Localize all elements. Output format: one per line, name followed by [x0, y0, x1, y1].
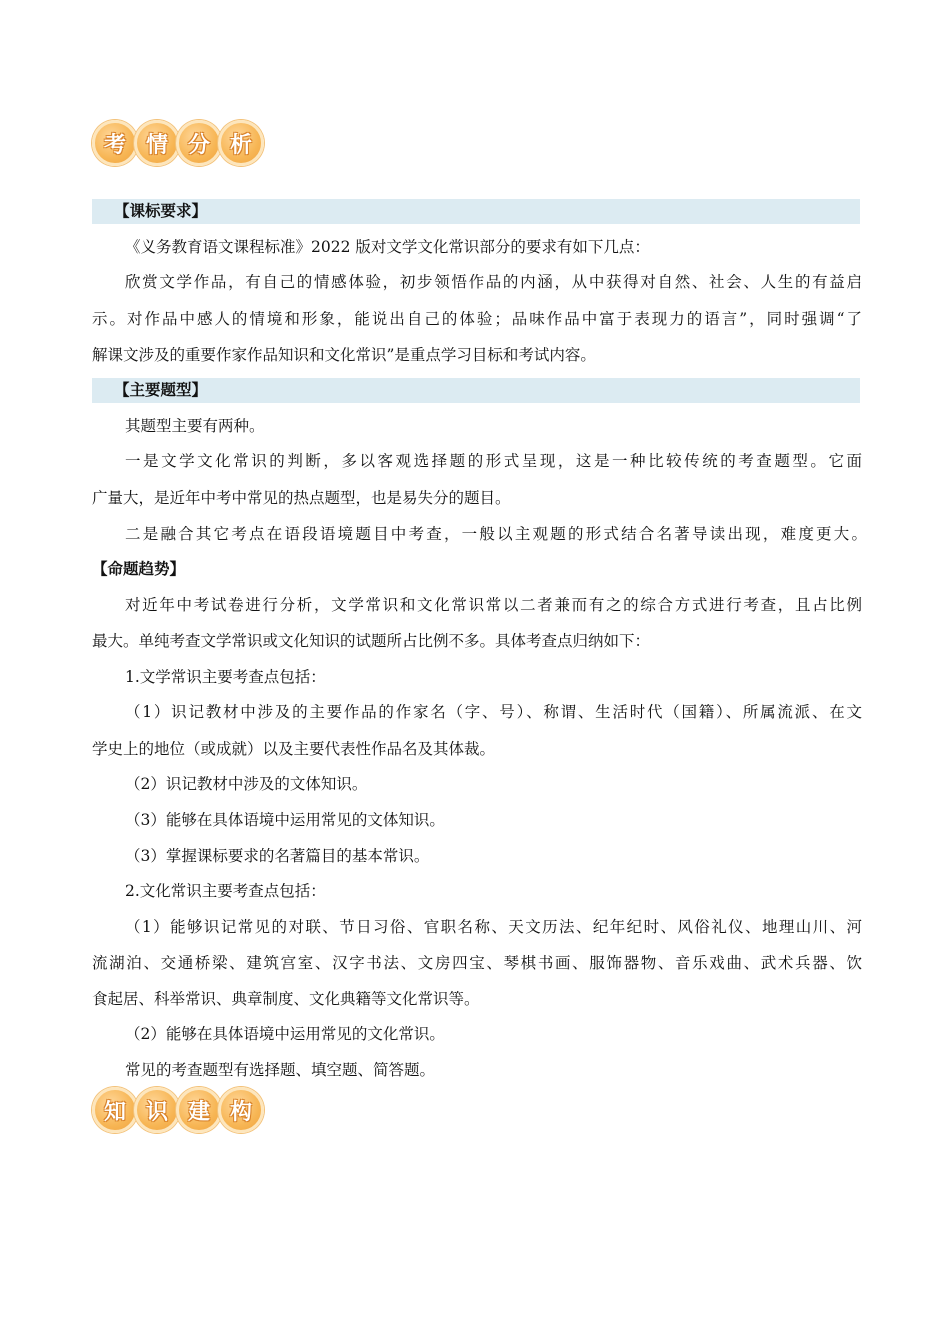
- list-item: （1）能够识记常见的对联、节日习俗、官职名称、天文历法、纪年纪时、风俗礼仪、地理山川、河: [125, 918, 862, 936]
- trend-heading: 【命题趋势】: [92, 560, 186, 578]
- paragraph-line: 常见的考查题型有选择题、填空题、简答题。: [125, 1061, 436, 1079]
- list-item: （2）能够在具体语境中运用常见的文化常识。: [125, 1025, 445, 1043]
- section-badge-exam-analysis: [92, 120, 260, 170]
- badge-char: 识: [134, 1087, 180, 1133]
- badge-char: 情: [134, 120, 180, 166]
- paragraph-line: 二是融合其它考点在语段语境题目中考查，一般以主观题的形式结合名著导读出现，难度更大。: [125, 525, 867, 543]
- paragraph-line: 对近年中考试卷进行分析，文学常识和文化常识常以二者兼而有之的综合方式进行考查，且占比例: [125, 596, 862, 614]
- paragraph-line: 一是文学文化常识的判断，多以客观选择题的形式呈现，这是一种比较传统的考查题型。它面: [125, 452, 862, 470]
- paragraph-line: 解课文涉及的重要作家作品知识和文化常识”是重点学习目标和考试内容。: [92, 346, 596, 364]
- paragraph-line: 广量大，是近年中考中常见的热点题型，也是易失分的题目。: [92, 489, 511, 507]
- paragraph-line: 最大。单纯考查文学常识或文化知识的试题所占比例不多。具体考查点归纳如下：: [92, 632, 651, 650]
- badge-char: 分: [176, 120, 222, 166]
- list-heading: 1.文学常识主要考查点包括：: [125, 668, 326, 686]
- badge-char: 知: [92, 1087, 138, 1133]
- list-item: （3）能够在具体语境中运用常见的文体知识。: [125, 811, 445, 829]
- list-item-continued: 学史上的地位（或成就）以及主要代表性作品名及其体裁。: [92, 740, 496, 758]
- paragraph-line: 《义务教育语文课程标准》2022 版对文学文化常识部分的要求有如下几点：: [125, 238, 650, 256]
- standard-heading: 【课标要求】: [92, 199, 860, 224]
- badge-char: 构: [218, 1087, 264, 1133]
- paragraph-line: 其题型主要有两种。: [125, 417, 265, 435]
- badge-char: 考: [92, 120, 138, 166]
- list-item: （3）掌握课标要求的名著篇目的基本常识。: [125, 847, 430, 865]
- list-item-continued: 流湖泊、交通桥梁、建筑宫室、汉字书法、文房四宝、琴棋书画、服饰器物、音乐戏曲、武术兵器、饮: [92, 954, 862, 972]
- types-heading: 【主要题型】: [92, 378, 860, 403]
- list-heading: 2.文化常识主要考查点包括：: [125, 882, 326, 900]
- section-badge-knowledge-structure: [92, 1087, 260, 1137]
- list-item: （1）识记教材中涉及的主要作品的作家名（字、号）、称谓、生活时代（国籍）、所属流派、在文: [125, 703, 862, 721]
- badge-char: 析: [218, 120, 264, 166]
- paragraph-line: 欣赏文学作品，有自己的情感体验，初步领悟作品的内涵，从中获得对自然、社会、人生的有益启: [125, 273, 862, 291]
- paragraph-line: 示。对作品中感人的情境和形象，能说出自己的体验；品味作品中富于表现力的语言”，同时强调“了: [92, 310, 862, 328]
- badge-char: 建: [176, 1087, 222, 1133]
- list-item-continued: 食起居、科举常识、典章制度、文化典籍等文化常识等。: [92, 990, 480, 1008]
- list-item: （2）识记教材中涉及的文体知识。: [125, 775, 368, 793]
